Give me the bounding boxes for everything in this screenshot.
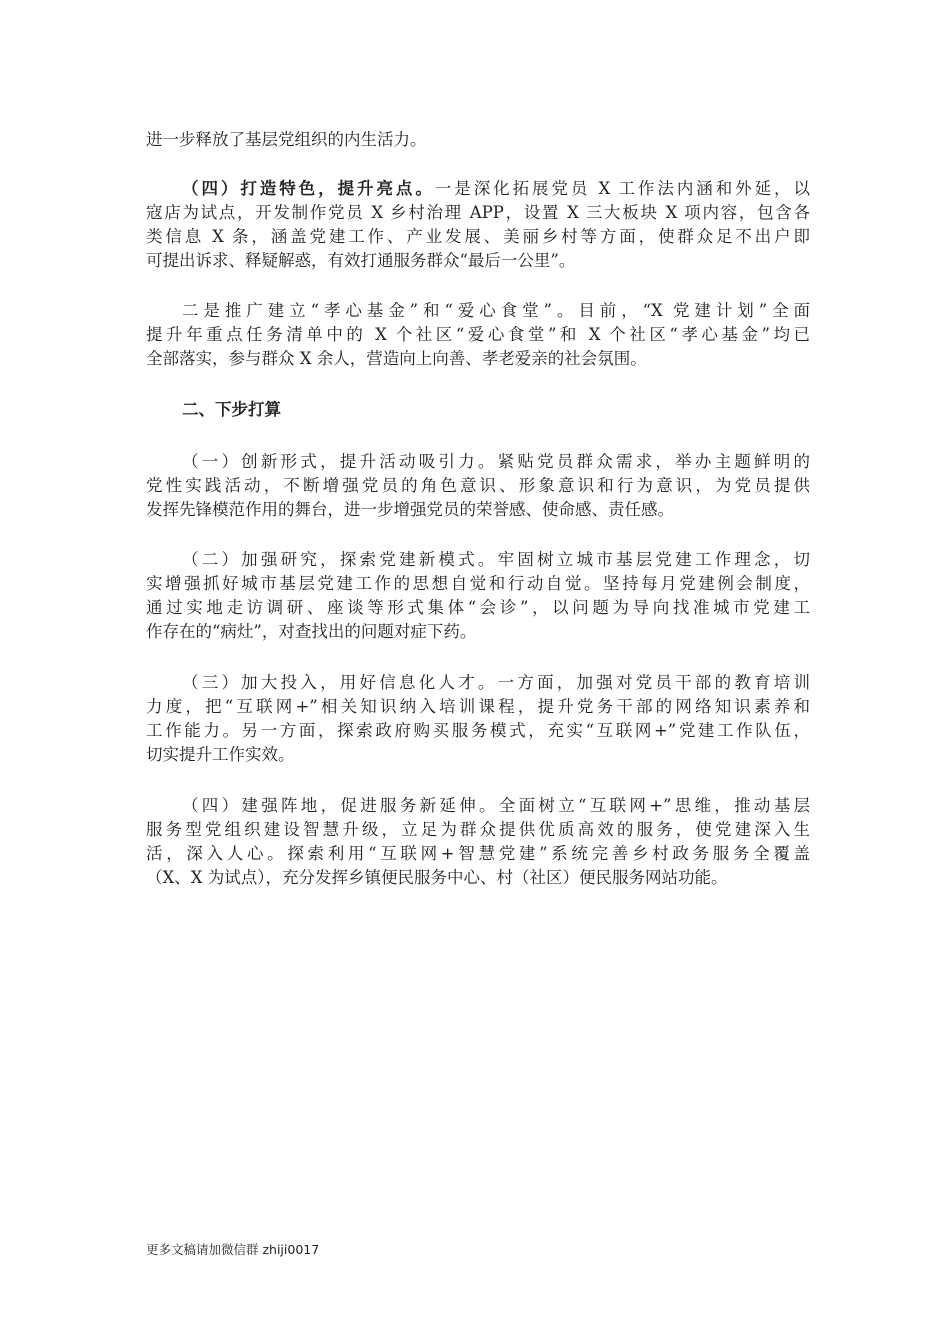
section-heading: 二、下步打算	[182, 400, 281, 419]
paragraph-line: （X、X 为试点），充分发挥乡镇便民服务中心、村（社区）便民服务网站功能。	[146, 868, 728, 887]
paragraph-line: 二是推广建立“孝心基金”和“爱心食堂”。目前，“X 党建计划”全面	[182, 301, 810, 320]
paragraph-line: 党性实践活动，不断增强党员的角色意识、形象意识和行为意识，为党员提供	[146, 476, 810, 495]
paragraph-line: 服务型党组织建设智慧升级，立足为群众提供优质高效的服务，使党建深入生	[146, 820, 810, 839]
paragraph-line: 可提出诉求、释疑解惑，有效打通服务群众“最后一公里”。	[146, 251, 576, 270]
paragraph-plan-1	[146, 450, 810, 522]
paragraph-line: 提升年重点任务清单中的 X 个社区“爱心食堂”和 X 个社区“孝心基金”均已	[146, 325, 810, 344]
paragraph-line: 发挥先锋模范作用的舞台，进一步增强党员的荣誉感、使命感、责任感。	[146, 500, 674, 519]
paragraph-continuation	[146, 128, 810, 152]
paragraph-line: （二）加强研究，探索党建新模式。牢固树立城市基层党建工作理念，切	[182, 550, 810, 569]
paragraph-line: 类信息 X 条，涵盖党建工作、产业发展、美丽乡村等方面，使群众足不出户即	[146, 227, 810, 246]
paragraph-line: 实增强抓好城市基层党建工作的思想自觉和行动自觉。坚持每月党建例会制度，	[146, 574, 810, 593]
page-footer: 更多文稿请加微信群 zhiji0017	[146, 1242, 320, 1257]
paragraph-line: 寇店为试点，开发制作党员 X 乡村治理 APP，设置 X 三大板块 X 项内容，包含各	[146, 203, 810, 222]
paragraph-line: 工作能力。另一方面，探索政府购买服务模式，充实“互联网+”党建工作队伍，	[146, 721, 810, 740]
paragraph-feature-highlight	[146, 177, 810, 273]
paragraph-plan-3	[146, 671, 810, 767]
paragraph-line: 活，深入人心。探索利用“互联网+智慧党建”系统完善乡村政务服务全覆盖	[146, 844, 810, 863]
paragraph-line: （一）创新形式，提升活动吸引力。紧贴党员群众需求，举办主题鲜明的	[182, 452, 810, 471]
paragraph-line: 力度，把“互联网+”相关知识纳入培训课程，提升党务干部的网络知识素养和	[146, 697, 810, 716]
paragraph-filial-fund	[146, 299, 810, 371]
paragraph-plan-2	[146, 548, 810, 644]
paragraph-line: 进一步释放了基层党组织的内生活力。	[146, 130, 427, 149]
paragraph-line: （三）加大投入，用好信息化人才。一方面，加强对党员干部的教育培训	[182, 673, 810, 692]
paragraph-line: （四）建强阵地，促进服务新延伸。全面树立“互联网+”思维，推动基层	[182, 796, 810, 815]
paragraph-plan-4	[146, 794, 810, 890]
paragraph-line: 通过实地走访调研、座谈等形式集体“会诊”，以问题为导向找准城市党建工	[146, 598, 810, 617]
paragraph-line: 切实提升工作实效。	[146, 745, 295, 764]
paragraph-lead: （四）打造特色，提升亮点。	[182, 179, 435, 198]
paragraph-line-text: 一是深化拓展党员 X 工作法内涵和外延，以	[434, 179, 810, 198]
paragraph-line: 全部落实，参与群众 X 余人，营造向上向善、孝老爱亲的社会氛围。	[146, 349, 647, 368]
paragraph-line: 作存在的“病灶”，对查找出的问题对症下药。	[146, 622, 477, 641]
paragraph-line	[146, 177, 810, 201]
